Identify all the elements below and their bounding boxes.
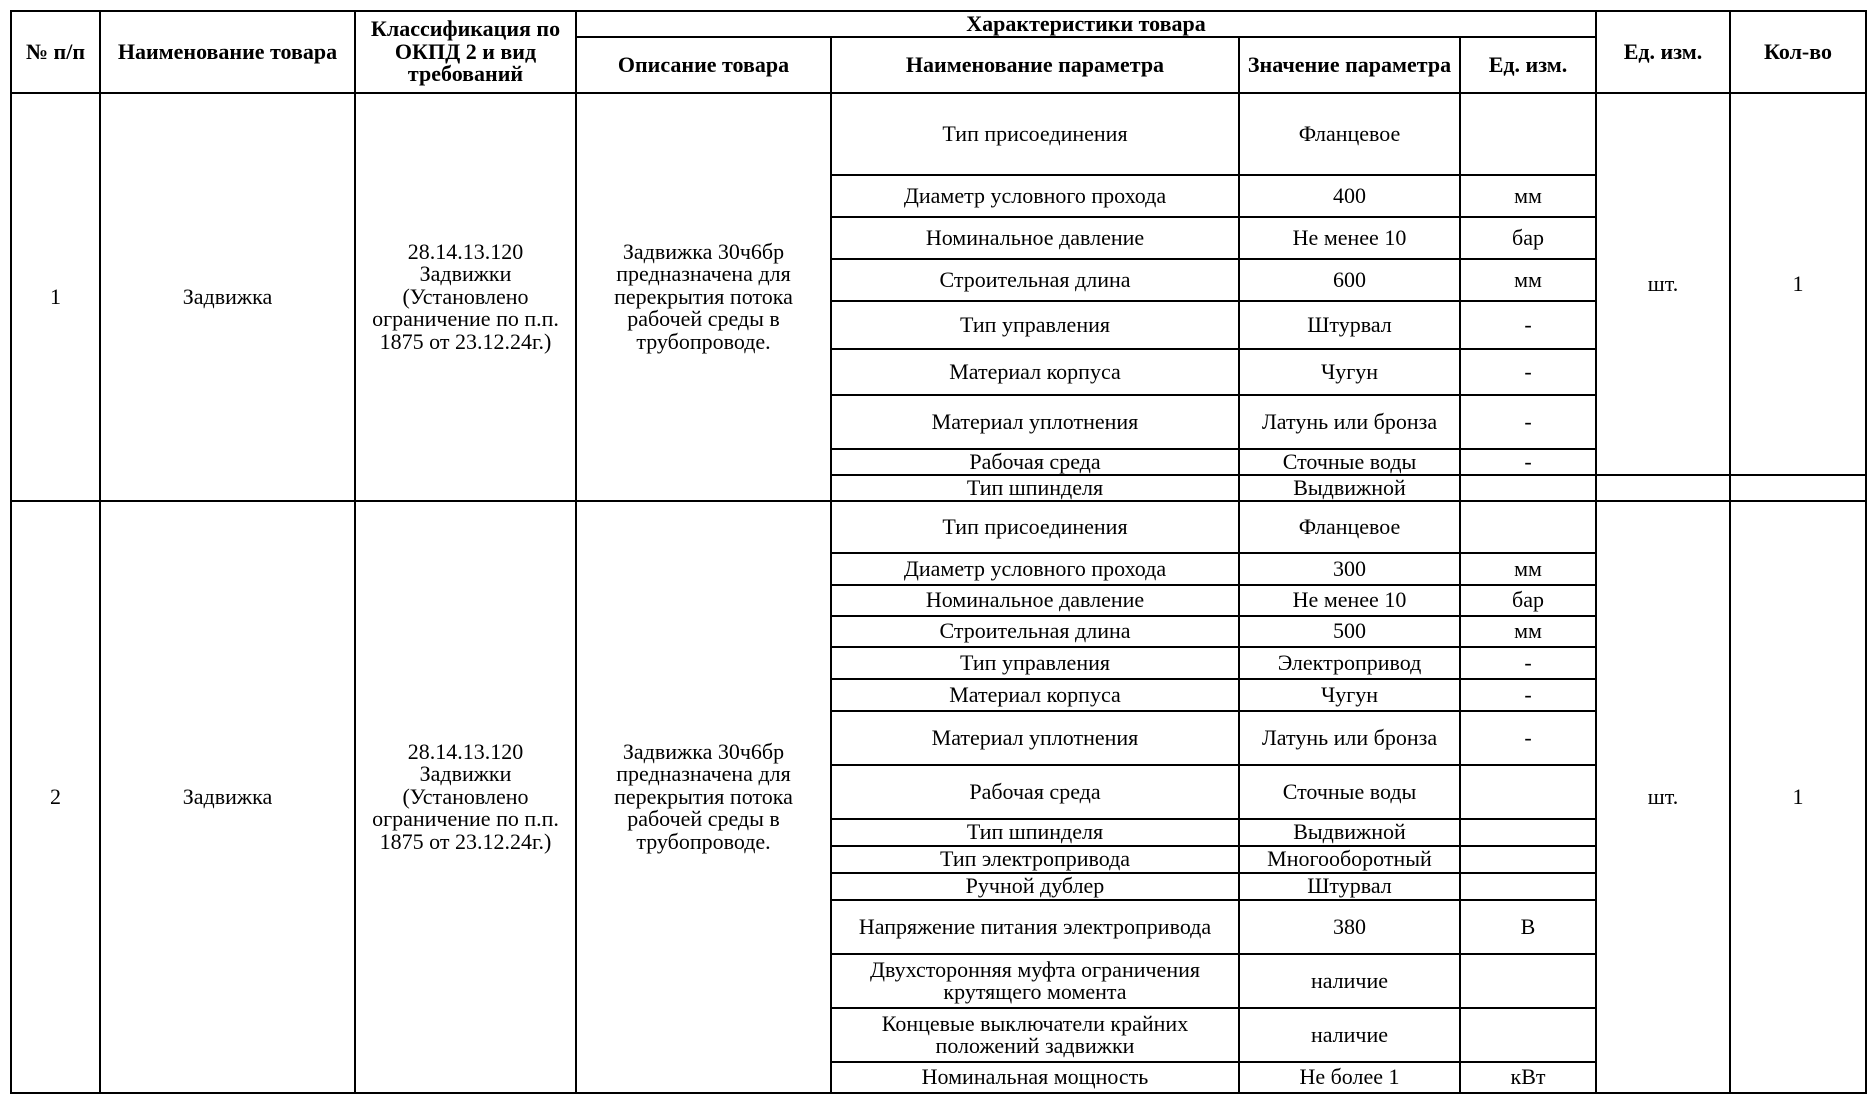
empty-cell [1596,475,1730,501]
param-name: Тип присоединения [831,501,1239,553]
param-unit [1460,765,1596,819]
header-classification: Классификация по ОКПД 2 и вид требований [355,11,576,93]
param-name: Материал корпуса [831,679,1239,711]
item-unit: шт. [1596,93,1730,475]
param-value: Фланцевое [1239,93,1460,175]
table-body [11,93,1866,1093]
param-unit: - [1460,301,1596,349]
param-unit: - [1460,647,1596,679]
param-name: Тип управления [831,647,1239,679]
table-row [11,93,1866,175]
param-value: Выдвижной [1239,819,1460,846]
param-name: Материал уплотнения [831,395,1239,449]
param-value: Многооборотный [1239,846,1460,873]
header-unit: Ед. изм. [1596,11,1730,93]
param-unit: мм [1460,616,1596,647]
param-name: Тип шпинделя [831,475,1239,501]
param-name: Рабочая среда [831,765,1239,819]
param-name: Тип присоединения [831,93,1239,175]
param-unit: - [1460,349,1596,395]
header-param-unit: Ед. изм. [1460,37,1596,93]
param-unit: В [1460,900,1596,954]
item-description: Задвижка 30ч6бр предназначена для перекрытия потока рабочей среды в трубопроводе. [576,501,831,1093]
param-unit [1460,1008,1596,1062]
param-unit [1460,846,1596,873]
param-value: Не более 1 [1239,1062,1460,1093]
param-name: Напряжение питания электропривода [831,900,1239,954]
param-unit: бар [1460,585,1596,616]
param-value: 500 [1239,616,1460,647]
param-value: наличие [1239,954,1460,1008]
empty-cell [1730,475,1866,501]
param-name: Строительная длина [831,259,1239,301]
param-name: Концевые выключатели крайних положений задвижки [831,1008,1239,1062]
param-unit: - [1460,711,1596,765]
param-value: Латунь или бронза [1239,711,1460,765]
param-name: Тип шпинделя [831,819,1239,846]
param-value: Фланцевое [1239,501,1460,553]
param-unit [1460,819,1596,846]
param-name: Ручной дублер [831,873,1239,900]
param-value: 600 [1239,259,1460,301]
param-name: Номинальное давление [831,585,1239,616]
param-value: Сточные воды [1239,449,1460,475]
param-value: 380 [1239,900,1460,954]
param-value: Электропривод [1239,647,1460,679]
item-quantity: 1 [1730,93,1866,475]
header-param-value: Значение параметра [1239,37,1460,93]
item-name: Задвижка [100,93,355,501]
param-value: Штурвал [1239,873,1460,900]
param-name: Рабочая среда [831,449,1239,475]
header-quantity: Кол-во [1730,11,1866,93]
param-value: Выдвижной [1239,475,1460,501]
param-unit [1460,93,1596,175]
param-value: Чугун [1239,349,1460,395]
param-unit: - [1460,679,1596,711]
header-param-name: Наименование параметра [831,37,1239,93]
item-number: 1 [11,93,100,501]
param-value: Штурвал [1239,301,1460,349]
param-name: Материал уплотнения [831,711,1239,765]
param-unit [1460,475,1596,501]
item-classification: 28.14.13.120 Задвижки (Установлено ограничение по п.п. 1875 от 23.12.24г.) [355,93,576,501]
param-unit: - [1460,449,1596,475]
param-value: Латунь или бронза [1239,395,1460,449]
param-name: Строительная длина [831,616,1239,647]
param-value: наличие [1239,1008,1460,1062]
item-classification: 28.14.13.120 Задвижки (Установлено ограничение по п.п. 1875 от 23.12.24г.) [355,501,576,1093]
param-unit: бар [1460,217,1596,259]
param-name: Диаметр условного прохода [831,175,1239,217]
param-name: Двухсторонняя муфта ограничения крутящего момента [831,954,1239,1008]
param-value: Сточные воды [1239,765,1460,819]
param-unit: кВт [1460,1062,1596,1093]
param-name: Диаметр условного прохода [831,553,1239,585]
param-value: 300 [1239,553,1460,585]
param-value: Не менее 10 [1239,585,1460,616]
item-unit: шт. [1596,501,1730,1093]
param-unit: мм [1460,175,1596,217]
header-description: Описание товара [576,37,831,93]
param-unit: мм [1460,259,1596,301]
item-quantity: 1 [1730,501,1866,1093]
param-name: Номинальная мощность [831,1062,1239,1093]
param-name: Материал корпуса [831,349,1239,395]
header-product-name: Наименование товара [100,11,355,93]
param-unit [1460,873,1596,900]
table-row [11,501,1866,553]
param-unit: мм [1460,553,1596,585]
header-number: № п/п [11,11,100,93]
item-number: 2 [11,501,100,1093]
param-value: Чугун [1239,679,1460,711]
item-description: Задвижка 30ч6бр предназначена для перекрытия потока рабочей среды в трубопроводе. [576,93,831,501]
param-name: Тип электропривода [831,846,1239,873]
param-unit: - [1460,395,1596,449]
item-name: Задвижка [100,501,355,1093]
param-value: Не менее 10 [1239,217,1460,259]
param-name: Номинальное давление [831,217,1239,259]
specification-table [10,10,1867,1094]
param-unit [1460,501,1596,553]
param-value: 400 [1239,175,1460,217]
header-characteristics: Характеристики товара [576,11,1596,37]
param-name: Тип управления [831,301,1239,349]
param-unit [1460,954,1596,1008]
